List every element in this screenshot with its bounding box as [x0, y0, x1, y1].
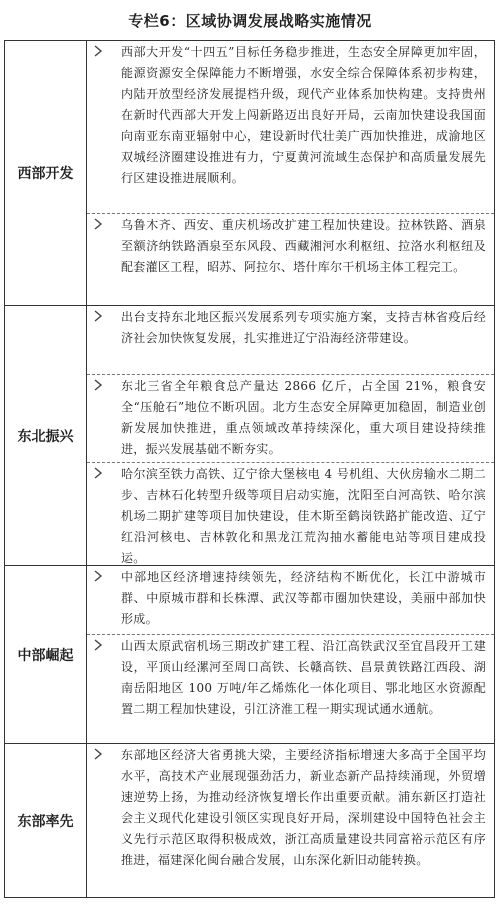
table-row-west [5, 41, 494, 305]
list-item [87, 634, 494, 744]
list-item [87, 462, 494, 566]
bullet-icon [92, 218, 104, 230]
row-content-central [87, 566, 494, 743]
list-item [87, 566, 494, 634]
row-label-east: 东部率先 [5, 744, 87, 897]
row-label-northeast: 东北振兴 [5, 306, 87, 565]
item-text: 山西太原武宿机场三期改扩建工程、沿江高铁武汉至宜昌段开工建设，平顶山经漯河至周口高铁、长赣高铁、昌景黄铁路江西段、湖南岳阳地区 100 万吨/年乙烯炼化一体化项目、鄂北地区水资源配置二期工程加快建设，引江济淮工程一期实现试通水通航。 [121, 639, 486, 716]
bullet-icon [92, 570, 104, 582]
page-title: 专栏6：区域协调发展战略实施情况 [128, 12, 372, 30]
list-item [87, 744, 494, 898]
item-text: 东部地区经济大省勇挑大梁，主要经济指标增速大多高于全国平均水平，高技术产业展现强劲活力，新业态新产品持续涌现，外贸增速逆势上扬，为推动经济恢复增长作出重要贡献。浦东新区打造社会主义现代化建设引领区实现良好开局，深圳建设中国特色社会主义先行示范区取得积极成效，浙江高质量建设共同富裕示范区有序推进，福建深化闽台融合发展，山东深化新旧动能转换。 [121, 748, 486, 867]
item-text: 乌鲁木齐、西安、重庆机场改扩建工程加快建设。拉林铁路、酒泉至额济纳铁路酒泉至东风段、西藏湘河水利枢纽、拉洛水利枢纽及配套灌区工程，昭苏、阿拉尔、塔什库尔干机场主体工程完工。 [121, 218, 486, 274]
bullet-icon [92, 639, 104, 651]
item-text: 东北三省全年粮食总产量达 2866 亿斤，占全国 21%，粮食安全“压舱石”地位不断巩固。北方生态安全屏障更加稳固，制造业创新发展加快推进，重点领域改革持续深化，重大项目建设持续推进，振兴发展基础不断夯实。 [121, 379, 486, 456]
list-item [87, 374, 494, 462]
item-text: 西部大开发“十四五”目标任务稳步推进，生态安全屏障更加牢固，能源资源安全保障能力不断增强，水安全综合保障体系初步构建，内陆开放型经济发展提档升级，现代产业体系加快构建。支持贵州在新时代西部大开发上闯新路迈出良好开局，云南加快建设我国面向南亚东南亚辐射中心，建设新时代壮美广西加快推进，成渝地区双城经济圈建设推进有力，宁夏黄河流域生态保护和高质量发展先行区建设推进展顺利。 [121, 45, 486, 185]
table-row-east [5, 743, 494, 897]
bullet-icon [92, 379, 104, 391]
table-row-northeast [5, 305, 494, 565]
item-text: 中部地区经济增速持续领先，经济结构不断优化，长江中游城市群、中原城市群和长株潭、武汉等都市圈加快建设，美丽中部加快形成。 [121, 570, 486, 626]
row-content-west [87, 41, 494, 305]
row-content-east [87, 744, 494, 897]
list-item [87, 213, 494, 305]
item-text: 哈尔滨至铁力高铁、辽宁徐大堡核电 4 号机组、大伙房输水二期二步、吉林石化转型升级等项目启动实施，沈阳至白河高铁、哈尔滨机场二期扩建等项目加快建设，佳木斯至鹤岗铁路扩能改造、辽宁红沿河核电、吉林敦化和黑龙江荒沟抽水蓄能电站等项目建成投运。 [121, 467, 486, 565]
row-label-west: 西部开发 [5, 41, 87, 305]
row-label-central: 中部崛起 [5, 566, 87, 743]
item-text: 出台支持东北地区振兴发展系列专项实施方案，支持吉林省疫后经济社会加快恢复发展，扎实推进辽宁沿海经济带建设。 [121, 310, 486, 345]
list-item [87, 41, 494, 213]
strategy-table [4, 40, 495, 898]
bullet-icon [92, 45, 104, 57]
list-item [87, 306, 494, 374]
row-content-northeast [87, 306, 494, 565]
bullet-icon [92, 310, 104, 322]
bullet-icon [92, 467, 104, 479]
table-row-central [5, 565, 494, 743]
bullet-icon [92, 748, 104, 760]
